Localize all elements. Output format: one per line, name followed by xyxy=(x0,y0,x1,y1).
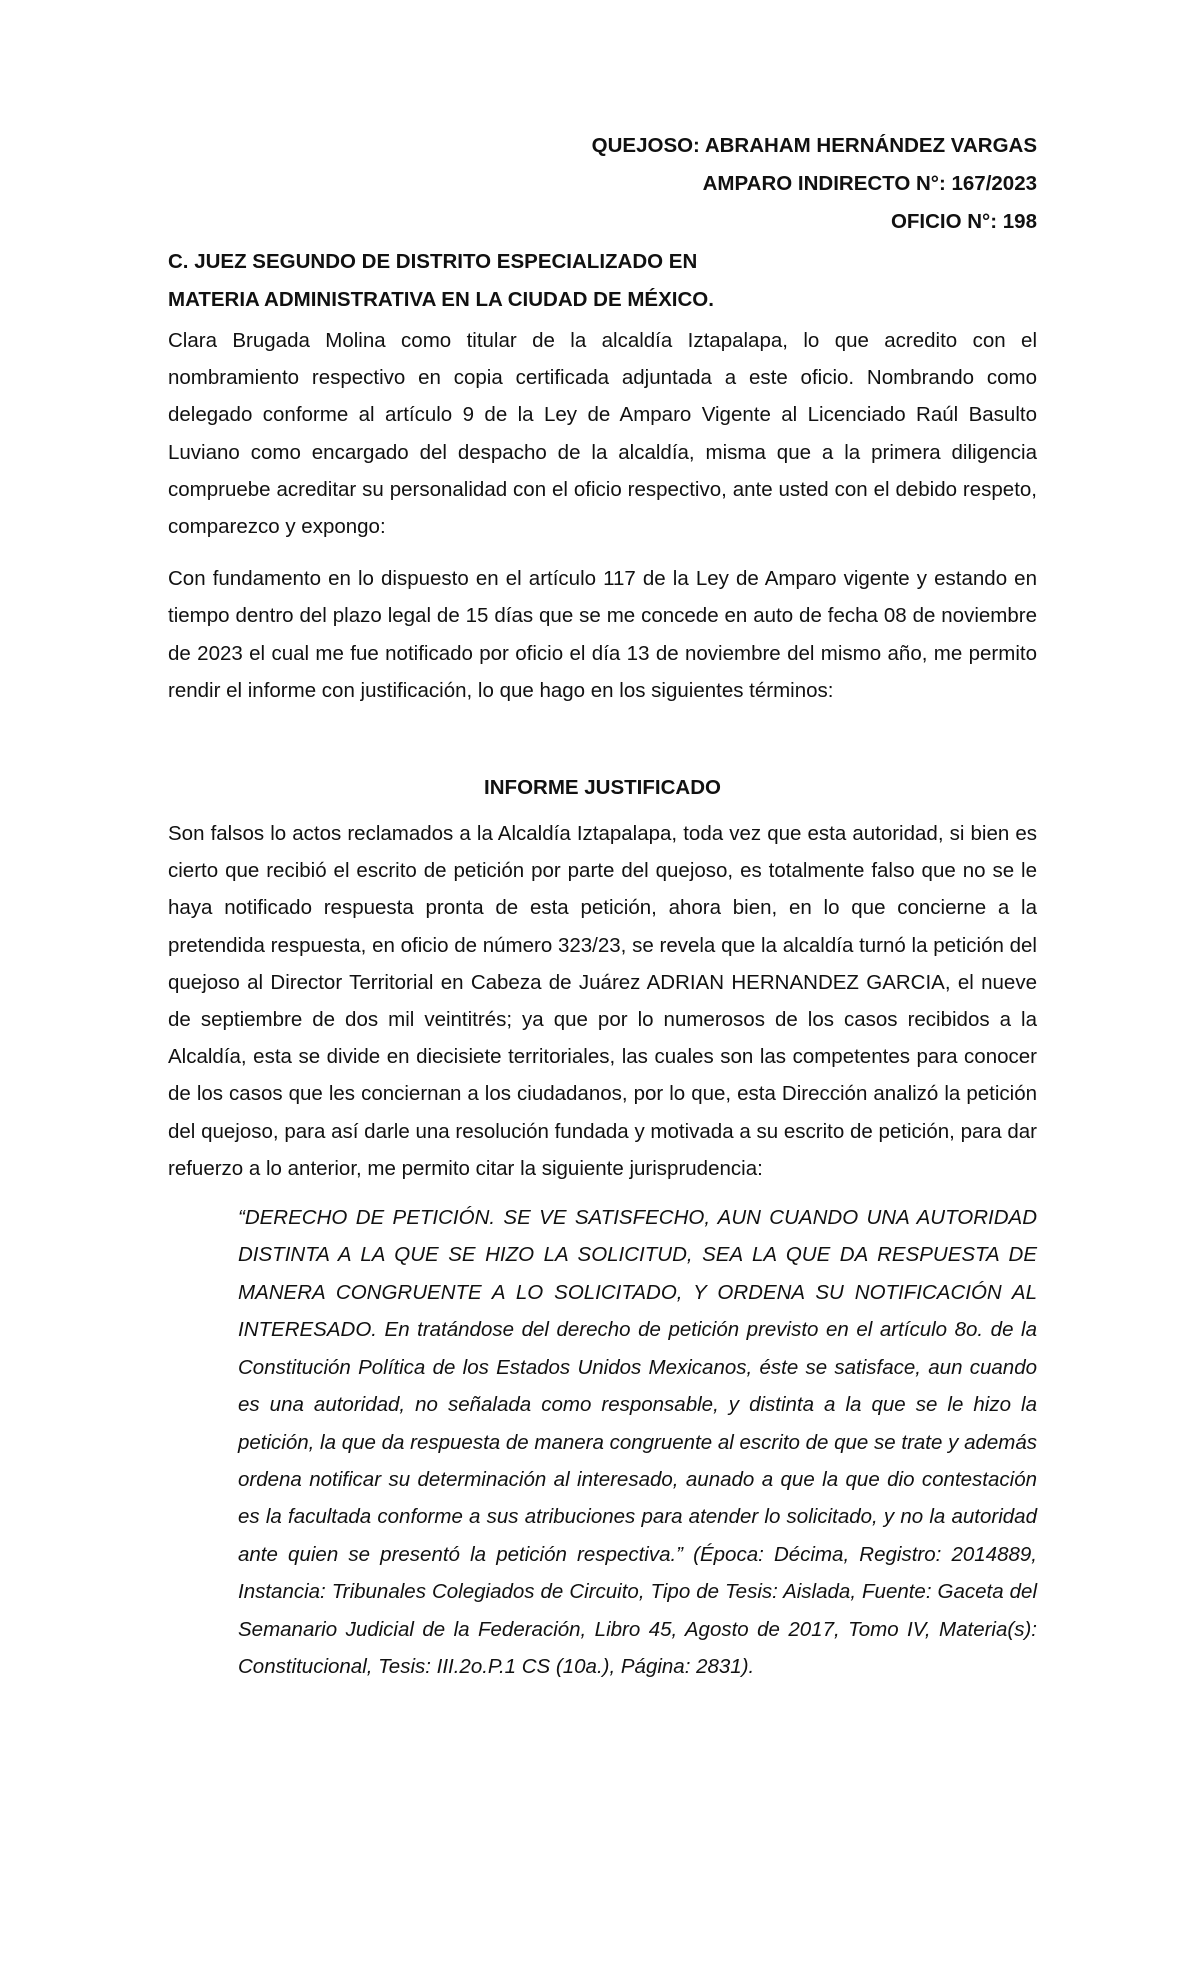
fundamento-paragraph: Con fundamento en lo dispuesto en el artículo 117 de la Ley de Amparo vigente y estando en tiempo dentro del plazo legal de 15 días que se me concede en auto de fecha 08 de noviembre de 2023 el cual me fue notificado por oficio el día 13 de noviembre del mismo año, me permito rendir el informe con justificación, lo que hago en los siguientes términos: xyxy=(168,567,1037,702)
jurisprudence-quote: “DERECHO DE PETICIÓN. SE VE SATISFECHO, AUN CUANDO UNA AUTORIDAD DISTINTA A LA QUE SE HIZO LA SOLICITUD, SEA LA QUE DA RESPUESTA DE MANERA CONGRUENTE A LO SOLICITADO, Y ORDENA SU NOTIFICACIÓN AL INTERESADO. En tratándose del derecho de petición previsto en el artículo 8o. de la Constitución Política de los Estados Unidos Mexicanos, éste se satisface, aun cuando es una autoridad, no señalada como responsable, y distinta a la que se le hizo la petición, la que da respuesta de manera congruente al escrito de que se trate y además ordena notificar su determinación al interesado, aunado a que la que dio contestación es la facultada conforme a sus atribuciones para atender lo solicitado, y no la autoridad ante quien se presentó la petición respectiva.” (Época: Décima, Registro: 2014889, Instancia: Tribunales Colegiados de Circuito, Tipo de Tesis: Aislada, Fuente: Gaceta del Semanario Judicial de la Federación, Libro 45, Agosto de 2017, Tomo IV, Materia(s): Constitucional, Tesis: III.2o.P.1 CS (10a.), Página: 2831). xyxy=(238,1206,1037,1678)
section-title: INFORME JUSTIFICADO xyxy=(484,776,721,800)
informe-paragraph: Son falsos lo actos reclamados a la Alcaldía Iztapalapa, toda vez que esta autoridad, si bien es cierto que recibió el escrito de petición por parte del quejoso, es totalmente falso que no se le haya notificado respuesta pronta de esta petición, ahora bien, en lo que concierne a la pretendida respuesta, en oficio de número 323/23, se revela que la alcaldía turnó la petición del quejoso al Director Territorial en Cabeza de Juárez ADRIAN HERNANDEZ GARCIA, el nueve de septiembre de dos mil veintitrés; ya que por lo numerosos de los casos recibidos a la Alcaldía, esta se divide en diecisiete territoriales, las cuales son las competentes para conocer de los casos que les conciernan a los ciudadanos, por lo que, esta Dirección analizó la petición del quejoso, para así darle una resolución fundada y motivada a su escrito de petición, para dar refuerzo a lo anterior, me permito citar la siguiente jurisprudencia: xyxy=(168,822,1037,1180)
oficio-number-line: OFICIO N°: 198 xyxy=(890,210,1037,233)
addressee-block xyxy=(168,243,1037,319)
amparo-number-line: AMPARO INDIRECTO N°: 167/2023 xyxy=(702,172,1037,195)
quejoso-line: QUEJOSO: ABRAHAM HERNÁNDEZ VARGAS xyxy=(591,134,1037,157)
intro-paragraph: Clara Brugada Molina como titular de la alcaldía Iztapalapa, lo que acredito con el nombramiento respectivo en copia certificada adjuntada a este oficio. Nombrando como delegado conforme al artículo 9 de la Ley de Amparo Vigente al Licenciado Raúl Basulto Luviano como encargado del despacho de la alcaldía, misma que a la primera diligencia compruebe acreditar su personalidad con el oficio respectivo, ante usted con el debido respeto, comparezco y expongo: xyxy=(168,329,1037,539)
addressee-line-2: MATERIA ADMINISTRATIVA EN LA CIUDAD DE MÉXICO. xyxy=(168,288,714,311)
addressee-line-1: C. JUEZ SEGUNDO DE DISTRITO ESPECIALIZADO EN xyxy=(168,250,698,273)
case-header xyxy=(168,134,1037,233)
